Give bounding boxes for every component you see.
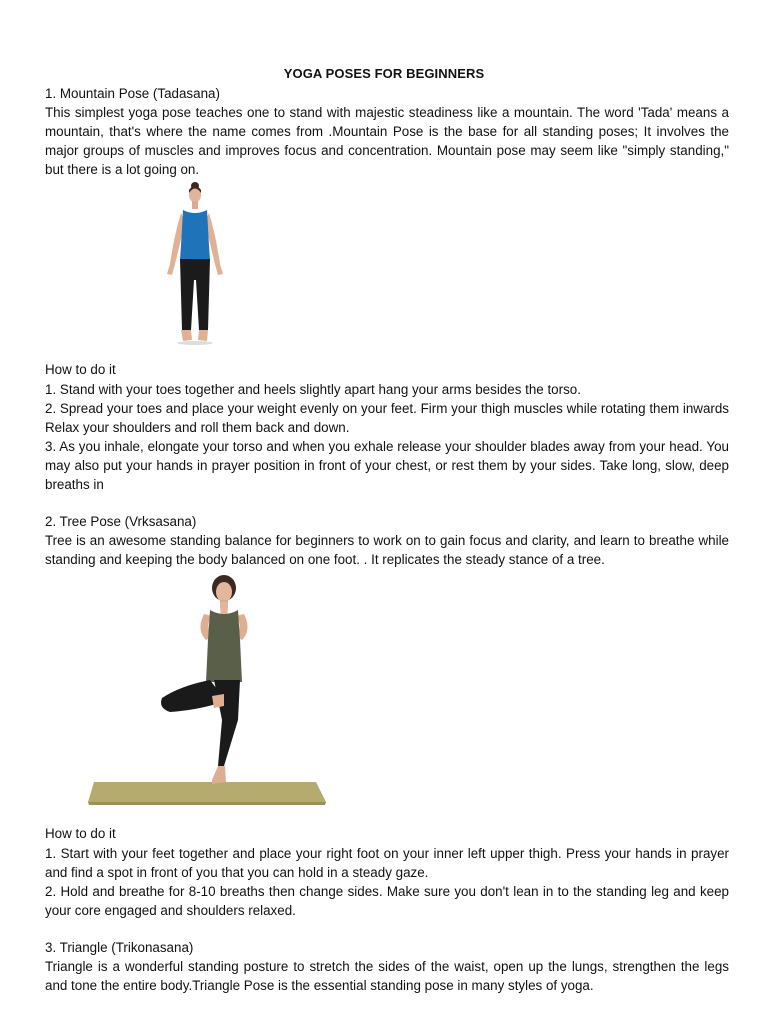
pose3-heading: 3. Triangle (Trikonasana) xyxy=(45,940,194,955)
pose2-step-1: 1. Start with your feet together and place your right foot on your inner left upper thigh. Press your hands in prayer and find a spot in front of you that you can hold in a steady gaze. xyxy=(45,846,729,880)
pose1-heading: 1. Mountain Pose (Tadasana) xyxy=(45,86,220,101)
pose2-heading: 2. Tree Pose (Vrksasana) xyxy=(45,514,197,529)
pose1-step-2: 2. Spread your toes and place your weight evenly on your feet. Firm your thigh muscles while rotating them inwards Relax your shoulders and roll them back and down. xyxy=(45,401,729,435)
mountain-pose-image xyxy=(150,180,240,348)
pose1-step-1: 1. Stand with your toes together and heels slightly apart hang your arms besides the torso. xyxy=(45,382,581,397)
document-title: YOGA POSES FOR BEGINNERS xyxy=(283,66,485,81)
tree-pose-image xyxy=(84,570,328,806)
pose2-description: Tree is an awesome standing balance for beginners to work on to gain focus and clarity, and learn to breathe while standing and keeping the body balanced on one foot. . It replicates the steady stance of a tree. xyxy=(45,533,729,567)
pose2-howto-heading: How to do it xyxy=(45,826,116,841)
pose1-description: This simplest yoga pose teaches one to stand with majestic steadiness like a mountain. The word 'Tada' means a mountain, that's where the name comes from .Mountain Pose is the base for all standing poses; It involves the major groups of muscles and improves focus and concentration. Mountain pose may seem like "simply standing," but there is a lot going on. xyxy=(45,105,729,177)
pose3-description: Triangle is a wonderful standing posture to stretch the sides of the waist, open up the lungs, strengthen the legs and tone the entire body.Triangle Pose is the essential standing pose in many styles of yoga. xyxy=(45,959,729,993)
pose2-step-2: 2. Hold and breathe for 8-10 breaths then change sides. Make sure you don't lean in to the standing leg and keep your core engaged and shoulders relaxed. xyxy=(45,884,729,918)
pose1-step-3: 3. As you inhale, elongate your torso and when you exhale release your shoulder blades away from your head. You may also put your hands in prayer position in front of your chest, or rest them by your sides. Take long, slow, deep breaths in xyxy=(45,439,729,492)
pose1-howto-heading: How to do it xyxy=(45,362,116,377)
